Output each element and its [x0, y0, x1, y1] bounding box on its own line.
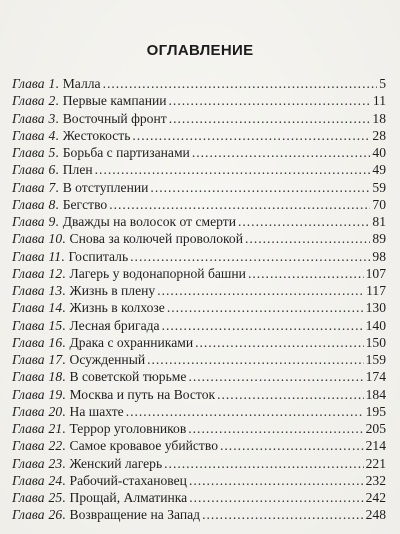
chapter-label: Глава [12, 386, 45, 402]
dot-leader [217, 386, 364, 403]
page-number: 59 [372, 179, 386, 195]
chapter-title: Женский лагерь [69, 455, 163, 471]
chapter-label: Глава [12, 421, 45, 436]
dot-leader [238, 213, 370, 230]
chapter-title: Малла [62, 76, 101, 91]
chapter-label: Глава [12, 162, 45, 178]
dot-leader [189, 472, 364, 489]
page-number: 221 [365, 455, 386, 471]
page-number: 70 [372, 196, 386, 212]
chapter-separator: . [62, 438, 66, 454]
chapter-label: Глава [12, 110, 45, 126]
chapter-title: Жестокость [62, 127, 131, 143]
dot-leader [220, 437, 364, 454]
dot-leader [202, 506, 364, 523]
chapter-separator: . [62, 507, 66, 523]
chapter-label: Глава [12, 300, 45, 316]
chapter-number: 18 [48, 369, 63, 385]
chapter-number: 12 [48, 265, 63, 281]
chapter-label: Глава [12, 265, 45, 281]
dot-leader [150, 179, 370, 196]
page-number: 174 [365, 369, 386, 385]
chapter-separator: . [62, 352, 66, 367]
chapter-label: Глава [12, 507, 45, 523]
page-number: 242 [365, 490, 386, 505]
chapter-separator: . [62, 421, 66, 436]
chapter-label: Глава [12, 76, 45, 91]
chapter-title: Снова за колючей проволокой [69, 231, 244, 247]
chapter-separator: . [62, 300, 66, 316]
dot-leader [188, 368, 363, 385]
chapter-separator: . [55, 162, 59, 178]
chapter-separator: . [62, 403, 66, 419]
chapter-title: Восточный фронт [62, 110, 167, 126]
chapter-title: Жизнь в плену [69, 283, 156, 298]
chapter-number: 24 [48, 472, 63, 488]
toc-entry [12, 489, 386, 506]
chapter-number: 11 [48, 248, 62, 264]
toc-entry [12, 179, 386, 196]
dot-leader [188, 420, 363, 437]
chapter-title: Драка с охранниками [69, 334, 194, 350]
chapter-title: Москва и путь на Восток [69, 386, 216, 402]
chapter-separator: . [55, 145, 59, 160]
chapter-separator: . [55, 110, 59, 126]
chapter-title: Лесная бригада [69, 317, 160, 333]
chapter-label: Глава [12, 472, 45, 488]
toc-entry [12, 403, 386, 420]
chapter-number: 13 [48, 283, 63, 298]
dot-leader [169, 92, 371, 109]
chapter-title: Прощай, Алматинка [69, 490, 188, 505]
dot-leader [157, 282, 364, 299]
toc-entry [12, 282, 386, 299]
chapter-number: 2 [48, 93, 56, 109]
chapter-number: 14 [48, 300, 63, 316]
chapter-separator: . [55, 76, 59, 91]
chapter-number: 1 [48, 76, 56, 91]
dot-leader [95, 161, 371, 178]
page-number: 5 [379, 76, 386, 91]
chapter-title: Возвращение на Запад [69, 507, 201, 523]
dot-leader [103, 75, 378, 92]
chapter-label: Глава [12, 93, 45, 109]
chapter-label: Глава [12, 317, 45, 333]
chapter-number: 4 [48, 127, 56, 143]
page-number: 150 [365, 334, 386, 350]
toc-entry [12, 196, 386, 213]
toc-entry [12, 506, 386, 523]
chapter-separator: . [62, 317, 66, 333]
toc-entry [12, 161, 386, 178]
chapter-number: 26 [48, 507, 63, 523]
chapter-label: Глава [12, 145, 45, 160]
chapter-label: Глава [12, 438, 45, 454]
toc-entry [12, 75, 386, 92]
chapter-number: 23 [48, 455, 63, 471]
page-number: 28 [372, 127, 386, 143]
page-title: ОГЛАВЛЕНИЕ [146, 42, 254, 59]
chapter-number: 7 [48, 179, 56, 195]
chapter-title: В советской тюрьме [69, 369, 187, 385]
chapter-number: 19 [48, 386, 63, 402]
page-number: 81 [372, 214, 386, 229]
dot-leader [192, 144, 371, 161]
chapter-label: Глава [12, 248, 45, 264]
chapter-number: 16 [48, 334, 63, 350]
dot-leader [126, 403, 364, 420]
chapter-title: Террор уголовников [69, 421, 187, 436]
chapter-title: В отступлении [62, 179, 149, 195]
chapter-title: Госпиталь [68, 248, 129, 264]
chapter-number: 20 [48, 403, 63, 419]
chapter-label: Глава [12, 283, 45, 298]
chapter-title: Борьба с партизанами [62, 145, 190, 160]
chapter-title: Первые кампании [62, 93, 167, 109]
toc-entry [12, 248, 386, 265]
page-number: 232 [365, 472, 386, 488]
chapter-title: Самое кровавое убийство [69, 438, 218, 454]
chapter-separator: . [55, 196, 59, 212]
dot-leader [169, 110, 371, 127]
chapter-separator: . [62, 490, 66, 505]
page-number: 140 [365, 317, 386, 333]
chapter-label: Глава [12, 455, 45, 471]
chapter-label: Глава [12, 352, 45, 367]
table-of-contents [12, 75, 386, 524]
toc-entry [12, 213, 386, 230]
toc-entry [12, 386, 386, 403]
dot-leader [248, 265, 364, 282]
chapter-separator: . [62, 386, 66, 402]
toc-entry [12, 299, 386, 316]
dot-leader [147, 351, 364, 368]
chapter-number: 8 [48, 196, 56, 212]
toc-entry [12, 92, 386, 109]
dot-leader [132, 127, 370, 144]
page-number: 130 [365, 300, 386, 316]
chapter-label: Глава [12, 490, 45, 505]
toc-entry [12, 437, 386, 454]
page-number: 184 [365, 386, 386, 402]
dot-leader [130, 248, 370, 265]
chapter-label: Глава [12, 196, 45, 212]
chapter-separator: . [62, 334, 66, 350]
chapter-title: Жизнь в колхозе [69, 300, 165, 316]
page-number: 195 [365, 403, 386, 419]
chapter-label: Глава [12, 179, 45, 195]
toc-entry [12, 127, 386, 144]
chapter-separator: . [55, 214, 59, 229]
chapter-separator: . [62, 455, 66, 471]
dot-leader [195, 334, 364, 351]
page-number: 107 [365, 265, 386, 281]
toc-entry [12, 351, 386, 368]
chapter-number: 17 [48, 352, 63, 367]
page-number: 49 [372, 162, 386, 178]
chapter-separator: . [55, 127, 59, 143]
dot-leader [164, 455, 363, 472]
dot-leader [109, 196, 370, 213]
dot-leader [162, 317, 364, 334]
page-number: 159 [365, 352, 386, 367]
chapter-separator: . [61, 248, 65, 264]
chapter-number: 3 [48, 110, 56, 126]
chapter-separator: . [62, 283, 66, 298]
chapter-separator: . [55, 93, 59, 109]
chapter-separator: . [55, 179, 59, 195]
page-number: 248 [365, 507, 386, 523]
chapter-number: 21 [48, 421, 63, 436]
chapter-title: Лагерь у водонапорной башни [69, 265, 246, 281]
toc-entry [12, 455, 386, 472]
dot-leader [167, 299, 364, 316]
toc-entry [12, 144, 386, 161]
chapter-title: Плен [62, 162, 93, 178]
chapter-number: 10 [48, 231, 63, 247]
chapter-number: 22 [48, 438, 63, 454]
toc-entry [12, 317, 386, 334]
chapter-separator: . [62, 231, 66, 247]
page-number: 11 [372, 93, 386, 109]
chapter-label: Глава [12, 214, 45, 229]
toc-entry [12, 368, 386, 385]
chapter-separator: . [62, 265, 66, 281]
dot-leader [245, 230, 370, 247]
chapter-number: 9 [48, 214, 56, 229]
page-number: 40 [372, 145, 386, 160]
chapter-number: 25 [48, 490, 63, 505]
chapter-title: Осужденный [69, 352, 146, 367]
toc-entry [12, 334, 386, 351]
page-number: 89 [372, 231, 386, 247]
toc-entry [12, 472, 386, 489]
dot-leader [189, 489, 363, 506]
toc-entry [12, 230, 386, 247]
toc-entry [12, 265, 386, 282]
chapter-separator: . [62, 369, 66, 385]
chapter-label: Глава [12, 369, 45, 385]
chapter-title: Рабочий-стахановец [69, 472, 187, 488]
chapter-label: Глава [12, 334, 45, 350]
chapter-label: Глава [12, 231, 45, 247]
chapter-number: 15 [48, 317, 63, 333]
chapter-separator: . [62, 472, 66, 488]
page-number: 117 [366, 283, 386, 298]
toc-entry [12, 110, 386, 127]
toc-entry [12, 420, 386, 437]
chapter-label: Глава [12, 127, 45, 143]
page-number: 18 [372, 110, 386, 126]
chapter-number: 6 [48, 162, 56, 178]
page-number: 214 [365, 438, 386, 454]
chapter-label: Глава [12, 403, 45, 419]
chapter-number: 5 [48, 145, 56, 160]
page-number: 98 [372, 248, 386, 264]
chapter-title: Дважды на волосок от смерти [62, 214, 236, 229]
chapter-title: Бегство [62, 196, 108, 212]
chapter-title: На шахте [69, 403, 124, 419]
page-number: 205 [365, 421, 386, 436]
